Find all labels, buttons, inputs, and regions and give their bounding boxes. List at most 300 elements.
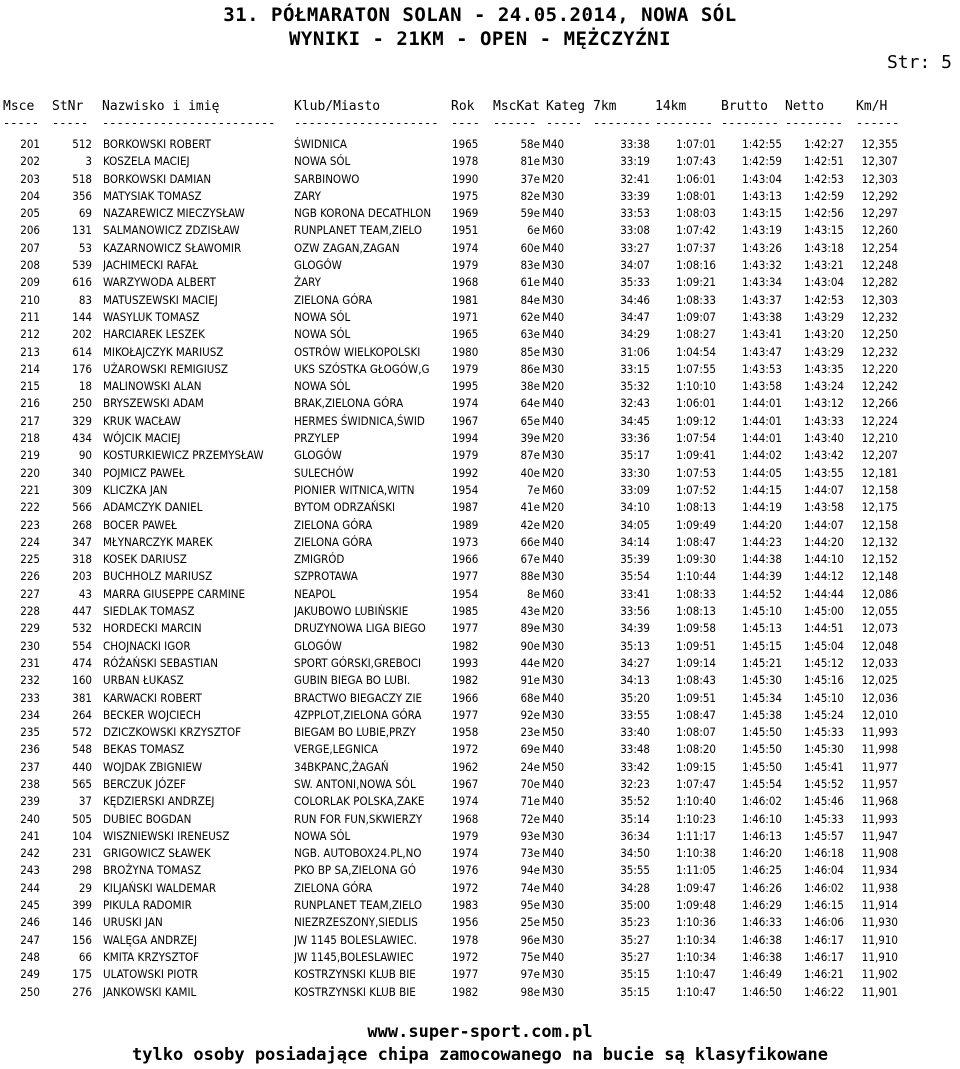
table-row — [0, 966, 960, 983]
col-msckat-cell: 74e — [520, 880, 540, 895]
col-msce-cell: 238 — [20, 776, 40, 791]
col-14km-cell: 1:09:14 — [676, 655, 716, 670]
col-brutto-cell: 1:43:04 — [742, 171, 782, 186]
col-club-cell: ZIELONA GÓRA — [294, 292, 373, 307]
col-name-cell: KOSZELA MACIEJ — [103, 154, 190, 169]
col-club-cell: COLORLAK POLSKA,ZAKE — [294, 794, 425, 809]
col-msce-cell: 236 — [20, 742, 40, 757]
col-msckat-cell: 38e — [520, 379, 540, 394]
col-year-cell: 1958 — [452, 725, 479, 740]
col-netto-cell: 1:42:27 — [804, 137, 844, 151]
header-col-brutto: Brutto — [721, 99, 768, 114]
col-7km-cell: 35:33 — [620, 275, 650, 290]
col-7km-cell: 35:13 — [620, 638, 650, 653]
header-col-14km: 14km — [655, 99, 687, 114]
col-kmh-cell: 12,036 — [861, 690, 898, 705]
col-category-cell: M40 — [542, 206, 565, 221]
col-14km-cell: 1:07:47 — [676, 776, 716, 791]
col-club-cell: ZIELONA GÓRA — [294, 517, 373, 532]
col-msce-cell: 240 — [20, 811, 40, 826]
col-netto-cell: 1:46:15 — [804, 898, 844, 913]
header-col-year: Rok — [451, 99, 475, 114]
col-7km-cell: 33:09 — [620, 482, 650, 497]
col-7km-cell: 33:30 — [620, 465, 650, 480]
col-name-cell: KRUK WACŁAW — [103, 413, 181, 428]
col-category-cell: M60 — [542, 482, 565, 497]
col-year-cell: 1977 — [452, 569, 479, 584]
col-category-cell: M40 — [542, 846, 565, 861]
col-msckat-cell: 69e — [520, 742, 540, 757]
col-name-cell: JACHIMECKI RAFAŁ — [103, 258, 199, 273]
table-row — [0, 136, 960, 153]
table-row — [0, 551, 960, 568]
col-year-cell: 1979 — [452, 448, 479, 463]
separator-col-netto: -------- — [785, 116, 843, 130]
col-club-cell: UKS SZÓSTKA GŁOGÓW,G — [294, 361, 430, 376]
col-14km-cell: 1:07:43 — [676, 154, 716, 169]
footer-note: tylko osoby posiadające chipa zamocowanego na bucie są klasyfikowane — [132, 1045, 828, 1065]
table-row — [0, 465, 960, 482]
table-row — [0, 395, 960, 412]
col-name-cell: KMITA KRZYSZTOF — [103, 949, 199, 964]
col-14km-cell: 1:10:23 — [676, 811, 716, 826]
col-netto-cell: 1:43:12 — [804, 396, 844, 411]
col-msckat-cell: 68e — [520, 690, 540, 705]
col-stnr-cell: 298 — [72, 863, 92, 878]
footer-website: www.super-sport.com.pl — [367, 1022, 593, 1042]
col-stnr-cell: 512 — [72, 137, 92, 151]
col-7km-cell: 33:38 — [620, 137, 650, 151]
col-7km-cell: 35:15 — [620, 984, 650, 999]
col-msckat-cell: 63e — [520, 327, 540, 342]
col-7km-cell: 34:10 — [620, 500, 650, 515]
col-msckat-cell: 88e — [520, 569, 540, 584]
col-7km-cell: 34:29 — [620, 327, 650, 342]
col-year-cell: 1992 — [452, 465, 479, 480]
col-14km-cell: 1:08:33 — [676, 586, 716, 601]
table-row — [0, 880, 960, 897]
col-7km-cell: 33:40 — [620, 725, 650, 740]
col-club-cell: SARBINOWO — [294, 171, 360, 186]
col-msckat-cell: 7e — [527, 482, 540, 497]
col-msce-cell: 208 — [20, 258, 40, 273]
header-col-club: Klub/Miasto — [294, 99, 381, 114]
header-col-name: Nazwisko i imię — [102, 99, 220, 114]
col-14km-cell: 1:09:07 — [676, 309, 716, 324]
col-14km-cell: 1:08:43 — [676, 673, 716, 688]
col-netto-cell: 1:45:12 — [804, 655, 844, 670]
col-msckat-cell: 6e — [527, 223, 540, 238]
col-club-cell: ZIELONA GÓRA — [294, 534, 373, 549]
col-kmh-cell: 11,901 — [861, 984, 898, 999]
col-name-cell: WARZYWODA ALBERT — [103, 275, 216, 290]
col-kmh-cell: 12,250 — [861, 327, 898, 342]
col-name-cell: BERCZUK JÓZEF — [103, 776, 186, 791]
header-col-category: Kateg — [546, 99, 586, 114]
col-msce-cell: 239 — [20, 794, 40, 809]
col-category-cell: M40 — [542, 811, 565, 826]
col-year-cell: 1968 — [452, 811, 479, 826]
col-category-cell: M30 — [542, 863, 565, 878]
col-stnr-cell: 539 — [72, 258, 92, 273]
col-7km-cell: 31:06 — [620, 344, 650, 359]
col-club-cell: PRZYLEP — [294, 431, 340, 446]
col-msce-cell: 224 — [20, 534, 40, 549]
col-brutto-cell: 1:46:29 — [742, 898, 782, 913]
col-netto-cell: 1:43:33 — [804, 413, 844, 428]
col-category-cell: M60 — [542, 586, 565, 601]
col-name-cell: DZICZKOWSKI KRZYSZTOF — [103, 725, 242, 740]
col-14km-cell: 1:04:54 — [676, 344, 716, 359]
col-netto-cell: 1:43:24 — [804, 379, 844, 394]
col-7km-cell: 34:14 — [620, 534, 650, 549]
table-row — [0, 326, 960, 343]
header-col-7km: 7km — [593, 99, 617, 114]
col-stnr-cell: 104 — [72, 828, 92, 843]
table-row — [0, 811, 960, 828]
col-msce-cell: 202 — [20, 154, 40, 169]
col-netto-cell: 1:42:59 — [804, 188, 844, 203]
col-14km-cell: 1:07:53 — [676, 465, 716, 480]
table-row — [0, 759, 960, 776]
col-msckat-cell: 75e — [520, 949, 540, 964]
col-category-cell: M20 — [542, 655, 565, 670]
col-club-cell: ZMIGRÓD — [294, 552, 345, 567]
col-brutto-cell: 1:46:38 — [742, 949, 782, 964]
col-category-cell: M30 — [542, 292, 565, 307]
col-netto-cell: 1:45:10 — [804, 690, 844, 705]
col-year-cell: 1980 — [452, 344, 479, 359]
col-netto-cell: 1:44:10 — [804, 552, 844, 567]
col-msckat-cell: 59e — [520, 206, 540, 221]
separator-col-7km: -------- — [593, 116, 651, 130]
col-7km-cell: 33:39 — [620, 188, 650, 203]
table-row — [0, 534, 960, 551]
col-club-cell: BRACTWO BIEGACZY ZIE — [294, 690, 423, 705]
col-14km-cell: 1:07:52 — [676, 482, 716, 497]
header-col-kmh: Km/H — [856, 99, 888, 114]
col-year-cell: 1954 — [452, 482, 479, 497]
col-kmh-cell: 11,914 — [861, 898, 898, 913]
col-brutto-cell: 1:44:38 — [742, 552, 782, 567]
col-kmh-cell: 12,242 — [861, 379, 898, 394]
col-year-cell: 1965 — [452, 327, 479, 342]
col-stnr-cell: 53 — [78, 240, 92, 255]
separator-col-msckat: ------ — [493, 116, 537, 130]
col-msce-cell: 248 — [20, 949, 40, 964]
col-msckat-cell: 25e — [520, 915, 540, 930]
col-netto-cell: 1:45:52 — [804, 776, 844, 791]
col-netto-cell: 1:43:21 — [804, 258, 844, 273]
col-14km-cell: 1:08:47 — [676, 707, 716, 722]
table-row — [0, 672, 960, 689]
col-msce-cell: 222 — [20, 500, 40, 515]
col-stnr-cell: 309 — [72, 482, 92, 497]
table-row — [0, 793, 960, 810]
col-club-cell: DRUZYNOWA LIGA BIEGO — [294, 621, 426, 636]
col-stnr-cell: 18 — [78, 379, 92, 394]
col-msckat-cell: 66e — [520, 534, 540, 549]
col-msce-cell: 221 — [20, 482, 40, 497]
col-name-cell: WALĘGA ANDRZEJ — [103, 932, 197, 947]
col-brutto-cell: 1:45:13 — [742, 621, 782, 636]
col-stnr-cell: 518 — [72, 171, 92, 186]
col-14km-cell: 1:08:13 — [676, 604, 716, 619]
col-msce-cell: 206 — [20, 223, 40, 238]
table-row — [0, 292, 960, 309]
col-netto-cell: 1:43:20 — [804, 327, 844, 342]
table-row — [0, 378, 960, 395]
col-club-cell: ŚWIDNICA — [294, 137, 347, 151]
col-netto-cell: 1:42:53 — [804, 171, 844, 186]
col-name-cell: MARRA GIUSEPPE CARMINE — [103, 586, 246, 601]
separator-col-club: -------------------- — [294, 116, 439, 130]
col-kmh-cell: 11,968 — [861, 794, 898, 809]
col-club-cell: NGB. AUTOBOX24.PL,NO — [294, 846, 422, 861]
table-row — [0, 499, 960, 516]
col-14km-cell: 1:07:54 — [676, 431, 716, 446]
col-netto-cell: 1:45:33 — [804, 725, 844, 740]
col-brutto-cell: 1:44:52 — [742, 586, 782, 601]
col-name-cell: GRIGOWICZ SŁAWEK — [103, 846, 211, 861]
col-7km-cell: 35:20 — [620, 690, 650, 705]
col-7km-cell: 35:15 — [620, 967, 650, 982]
col-msce-cell: 225 — [20, 552, 40, 567]
col-7km-cell: 33:27 — [620, 240, 650, 255]
col-year-cell: 1966 — [452, 690, 479, 705]
table-row — [0, 361, 960, 378]
col-msckat-cell: 42e — [520, 517, 540, 532]
col-year-cell: 1982 — [452, 638, 479, 653]
col-kmh-cell: 12,266 — [861, 396, 898, 411]
col-kmh-cell: 12,073 — [861, 621, 898, 636]
col-stnr-cell: 29 — [78, 880, 92, 895]
col-stnr-cell: 614 — [72, 344, 92, 359]
col-category-cell: M40 — [542, 137, 565, 151]
col-year-cell: 1987 — [452, 500, 479, 515]
col-kmh-cell: 12,303 — [861, 171, 898, 186]
col-kmh-cell: 12,132 — [861, 534, 898, 549]
col-brutto-cell: 1:46:20 — [742, 846, 782, 861]
col-category-cell: M30 — [542, 828, 565, 843]
col-msce-cell: 246 — [20, 915, 40, 930]
col-club-cell: ZARY — [294, 188, 321, 203]
col-category-cell: M40 — [542, 396, 565, 411]
col-brutto-cell: 1:46:49 — [742, 967, 782, 982]
col-14km-cell: 1:09:12 — [676, 413, 716, 428]
table-row — [0, 586, 960, 603]
col-msckat-cell: 94e — [520, 863, 540, 878]
col-kmh-cell: 12,158 — [861, 482, 898, 497]
page-number: Str: 5 — [886, 52, 952, 73]
results-subtitle: WYNIKI - 21KM - OPEN - MĘŻCZYŹNI — [288, 28, 672, 50]
col-year-cell: 1993 — [452, 655, 479, 670]
col-msckat-cell: 70e — [520, 776, 540, 791]
col-year-cell: 1981 — [452, 292, 479, 307]
table-row — [0, 447, 960, 464]
col-stnr-cell: 276 — [72, 984, 92, 999]
col-14km-cell: 1:08:07 — [676, 725, 716, 740]
col-14km-cell: 1:08:13 — [676, 500, 716, 515]
col-stnr-cell: 175 — [72, 967, 92, 982]
col-name-cell: KOSEK DARIUSZ — [103, 552, 187, 567]
col-stnr-cell: 548 — [72, 742, 92, 757]
col-name-cell: MATYSIAK TOMASZ — [103, 188, 202, 203]
col-category-cell: M40 — [542, 552, 565, 567]
col-stnr-cell: 3 — [85, 154, 92, 169]
col-year-cell: 1962 — [452, 759, 479, 774]
col-club-cell: KOSTRZYNSKI KLUB BIE — [294, 984, 416, 999]
col-14km-cell: 1:10:47 — [676, 967, 716, 982]
col-brutto-cell: 1:43:13 — [742, 188, 782, 203]
col-netto-cell: 1:45:04 — [804, 638, 844, 653]
col-club-cell: BYTOM ODRZAŃSKI — [294, 500, 396, 515]
col-club-cell: NGB KORONA DECATHLON — [294, 206, 432, 221]
col-category-cell: M40 — [542, 949, 565, 964]
col-club-cell: RUNPLANET TEAM,ZIELO — [294, 898, 423, 913]
col-name-cell: KILJAŃSKI WALDEMAR — [103, 880, 217, 895]
col-stnr-cell: 131 — [72, 223, 92, 238]
col-club-cell: KOSTRZYNSKI KLUB BIE — [294, 967, 416, 982]
col-brutto-cell: 1:46:33 — [742, 915, 782, 930]
col-kmh-cell: 12,158 — [861, 517, 898, 532]
col-name-cell: PIKULA RADOMIR — [103, 898, 192, 913]
col-msce-cell: 215 — [20, 379, 40, 394]
col-name-cell: WÓJCIK MACIEJ — [103, 431, 181, 446]
col-7km-cell: 32:41 — [620, 171, 650, 186]
col-msce-cell: 203 — [20, 171, 40, 186]
col-7km-cell: 33:15 — [620, 361, 650, 376]
table-row — [0, 655, 960, 672]
col-msckat-cell: 83e — [520, 258, 540, 273]
col-msce-cell: 250 — [20, 984, 40, 999]
col-brutto-cell: 1:46:02 — [742, 794, 782, 809]
col-msckat-cell: 89e — [520, 621, 540, 636]
col-club-cell: NOWA SÓL — [294, 327, 351, 342]
header-col-msce: Msce — [3, 99, 35, 114]
col-kmh-cell: 12,055 — [861, 604, 898, 619]
col-14km-cell: 1:08:03 — [676, 206, 716, 221]
col-year-cell: 1978 — [452, 932, 479, 947]
col-name-cell: BUCHHOLZ MARIUSZ — [103, 569, 213, 584]
col-brutto-cell: 1:46:26 — [742, 880, 782, 895]
col-category-cell: M30 — [542, 258, 565, 273]
table-row — [0, 984, 960, 1001]
col-kmh-cell: 11,902 — [861, 967, 898, 982]
col-msce-cell: 231 — [20, 655, 40, 670]
col-brutto-cell: 1:44:19 — [742, 500, 782, 515]
col-stnr-cell: 554 — [72, 638, 92, 653]
col-msckat-cell: 93e — [520, 828, 540, 843]
col-14km-cell: 1:08:20 — [676, 742, 716, 757]
col-club-cell: GLOGÓW — [294, 448, 342, 463]
col-kmh-cell: 12,207 — [861, 448, 898, 463]
col-7km-cell: 34:45 — [620, 413, 650, 428]
table-row — [0, 776, 960, 793]
col-category-cell: M20 — [542, 517, 565, 532]
col-14km-cell: 1:09:21 — [676, 275, 716, 290]
table-row — [0, 205, 960, 222]
col-msckat-cell: 65e — [520, 413, 540, 428]
col-stnr-cell: 202 — [72, 327, 92, 342]
col-msce-cell: 226 — [20, 569, 40, 584]
col-msce-cell: 205 — [20, 206, 40, 221]
col-msckat-cell: 87e — [520, 448, 540, 463]
col-stnr-cell: 616 — [72, 275, 92, 290]
col-msckat-cell: 39e — [520, 431, 540, 446]
header-col-msckat: MscKat — [493, 99, 540, 114]
col-7km-cell: 35:27 — [620, 932, 650, 947]
col-club-cell: BIEGAM BO LUBIE,PRZY — [294, 725, 416, 740]
col-stnr-cell: 37 — [78, 794, 92, 809]
col-netto-cell: 1:43:35 — [804, 361, 844, 376]
col-year-cell: 1982 — [452, 673, 479, 688]
col-club-cell: VERGE,LEGNICA — [294, 742, 379, 757]
col-category-cell: M40 — [542, 880, 565, 895]
table-row — [0, 257, 960, 274]
col-category-cell: M40 — [542, 742, 565, 757]
col-netto-cell: 1:46:06 — [804, 915, 844, 930]
col-club-cell: BRAK,ZIELONA GÓRA — [294, 396, 404, 411]
col-msce-cell: 233 — [20, 690, 40, 705]
col-name-cell: SALMANOWICZ ZDZISŁAW — [103, 223, 240, 238]
col-7km-cell: 35:14 — [620, 811, 650, 826]
col-category-cell: M30 — [542, 932, 565, 947]
col-7km-cell: 35:23 — [620, 915, 650, 930]
table-row — [0, 171, 960, 188]
col-brutto-cell: 1:46:13 — [742, 828, 782, 843]
col-msce-cell: 232 — [20, 673, 40, 688]
col-14km-cell: 1:11:17 — [676, 828, 716, 843]
col-netto-cell: 1:43:29 — [804, 344, 844, 359]
col-name-cell: KOSTURKIEWICZ PRZEMYSŁAW — [103, 448, 264, 463]
col-14km-cell: 1:09:58 — [676, 621, 716, 636]
table-row — [0, 620, 960, 637]
col-7km-cell: 36:34 — [620, 828, 650, 843]
separator-col-brutto: -------- — [721, 116, 779, 130]
col-msckat-cell: 73e — [520, 846, 540, 861]
col-netto-cell: 1:46:04 — [804, 863, 844, 878]
col-brutto-cell: 1:44:01 — [742, 431, 782, 446]
col-year-cell: 1975 — [452, 188, 479, 203]
col-category-cell: M30 — [542, 448, 565, 463]
col-kmh-cell: 12,232 — [861, 309, 898, 324]
col-14km-cell: 1:10:10 — [676, 379, 716, 394]
col-club-cell: 4ZPPLOT,ZIELONA GÓRA — [294, 707, 422, 722]
col-7km-cell: 32:43 — [620, 396, 650, 411]
col-kmh-cell: 11,993 — [861, 725, 898, 740]
col-14km-cell: 1:09:30 — [676, 552, 716, 567]
col-year-cell: 1974 — [452, 846, 479, 861]
table-row — [0, 568, 960, 585]
col-kmh-cell: 12,232 — [861, 344, 898, 359]
col-name-cell: HORDECKI MARCIN — [103, 621, 202, 636]
col-msce-cell: 235 — [20, 725, 40, 740]
col-year-cell: 1977 — [452, 967, 479, 982]
col-kmh-cell: 12,260 — [861, 223, 898, 238]
col-stnr-cell: 318 — [72, 552, 92, 567]
col-netto-cell: 1:46:22 — [804, 984, 844, 999]
col-brutto-cell: 1:44:20 — [742, 517, 782, 532]
col-14km-cell: 1:10:34 — [676, 949, 716, 964]
col-name-cell: WASYLUK TOMASZ — [103, 309, 200, 324]
col-brutto-cell: 1:44:01 — [742, 413, 782, 428]
table-row — [0, 845, 960, 862]
col-year-cell: 1972 — [452, 949, 479, 964]
separator-col-year: ---- — [451, 116, 480, 130]
col-kmh-cell: 12,086 — [861, 586, 898, 601]
col-stnr-cell: 160 — [72, 673, 92, 688]
